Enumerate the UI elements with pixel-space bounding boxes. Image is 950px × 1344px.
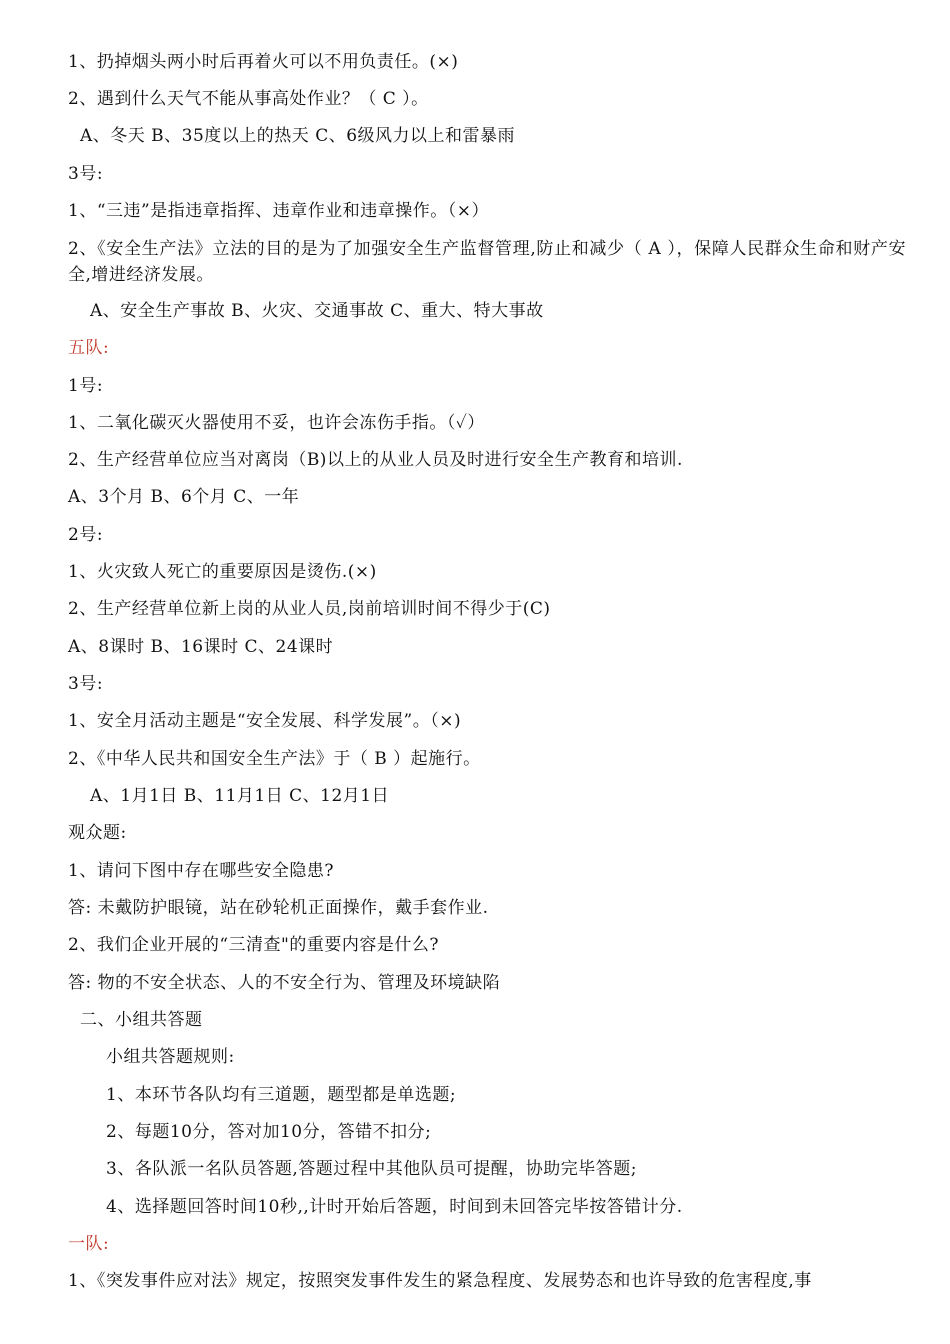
text-line: 1、安全月活动主题是“安全发展、科学发展”。（×) [68,711,462,731]
text-line: 1、请问下图中存在哪些安全隐患? [68,861,334,881]
option-line: A、1月1日 B、11月1日 C、12月1日 [90,786,390,806]
rule-item: 3、各队派一名队员答题,答题过程中其他队员可提醒，协助完毕答题; [106,1159,637,1179]
text-line: 2、生产经营单位新上岗的从业人员,岗前培训时间不得少于(C) [68,599,551,619]
text-line: 2、遇到什么天气不能从事高处作业？（ C ）。 [68,89,429,109]
text-line: 1、二氧化碳灭火器使用不妥，也许会冻伤手指。（✓） [68,413,485,433]
team-heading: 五队: [68,338,110,358]
option-line: A、安全生产事故 B、火灾、交通事故 C、重大、特大事故 [90,301,544,321]
rule-item: 4、选择题回答时间10秒,,计时开始后答题，时间到未回答完毕按答错计分. [106,1197,683,1217]
section-label: 3号: [68,164,104,184]
option-line: A、冬天 B、35度以上的热天 C、6级风力以上和雷暴雨 [80,126,516,146]
text-line: 2、生产经营单位应当对离岗（B)以上的从业人员及时进行安全生产教育和培训. [68,450,683,470]
answer-line: 答: 物的不安全状态、人的不安全行为、管理及环境缺陷 [68,973,501,993]
rules-heading: 小组共答题规则: [106,1047,235,1067]
section-label: 3号: [68,674,104,694]
text-line: 1、火灾致人死亡的重要原因是烫伤.(×) [68,562,377,582]
section-heading: 二、小组共答题 [80,1010,203,1030]
rule-item: 2、每题10分，答对加10分，答错不扣分; [106,1122,432,1142]
answer-line: 答: 未戴防护眼镜，站在砂轮机正面操作，戴手套作业. [68,898,489,918]
option-line: A、8课时 B、16课时 C、24课时 [68,637,334,657]
text-line: 1、“三违”是指违章指挥、违章作业和违章操作。（×） [68,201,489,221]
text-line: 2、我们企业开展的“三清查"的重要内容是什么? [68,935,439,955]
section-label: 2号: [68,525,104,545]
text-line: 1、扔掉烟头两小时后再着火可以不用负责任。(×) [68,52,459,72]
text-line: 1、《突发事件应对法》规定，按照突发事件发生的紧急程度、发展势态和也许导致的危害程度,事 [68,1271,812,1291]
option-line: A、3个月 B、6个月 C、一年 [68,487,300,507]
text-paragraph: 2、《安全生产法》立法的目的是为了加强安全生产监督管理,防止和减少（ A ），保障人民群众生命和财产安全,增进经济发展。 [68,239,906,285]
text-line: 2、《中华人民共和国安全生产法》于（ B ）起施行。 [68,749,481,769]
section-label: 1号: [68,376,104,396]
rule-item: 1、本环节各队均有三道题，题型都是单选题; [106,1085,457,1105]
section-label: 观众题: [68,823,127,843]
team-heading: 一队: [68,1234,110,1254]
